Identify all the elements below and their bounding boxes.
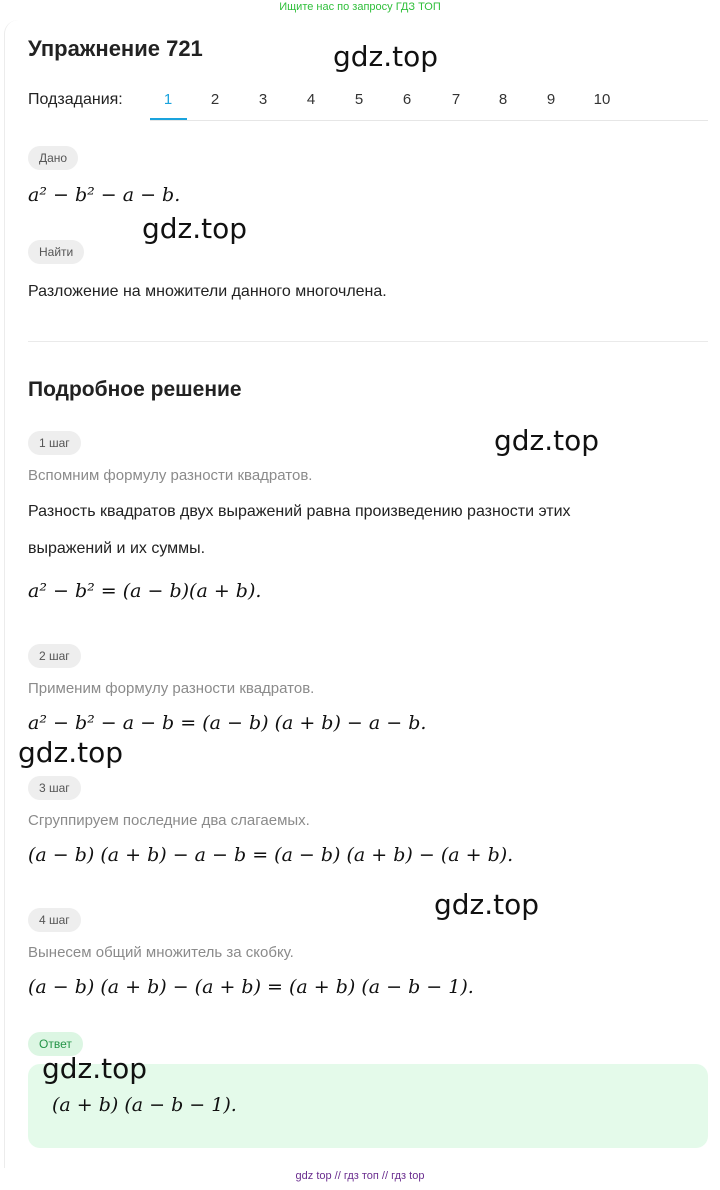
find-badge: Найти	[28, 240, 84, 264]
step-2-badge: 2 шаг	[28, 644, 81, 668]
active-tab-indicator	[150, 118, 187, 120]
watermark: gdz.top	[494, 424, 600, 457]
subtasks-label: Подзадания:	[28, 91, 123, 108]
step-1-text-line-1: Разность квадратов двух выражений равна произведению разности этих	[28, 503, 571, 520]
watermark: gdz.top	[42, 1052, 148, 1085]
given-expression: a² − b² − a − b.	[28, 184, 181, 206]
watermark: gdz.top	[142, 212, 248, 245]
page-title: Упражнение 721	[28, 36, 203, 61]
solution-heading: Подробное решение	[28, 378, 242, 401]
tab-subtask-6[interactable]: 6	[402, 91, 412, 108]
step-4-badge: 4 шаг	[28, 908, 81, 932]
answer-expression: (a + b) (a − b − 1).	[52, 1094, 237, 1116]
section-divider	[28, 341, 708, 342]
watermark: gdz.top	[333, 40, 439, 73]
step-2-expression: a² − b² − a − b = (a − b) (a + b) − a − b.	[28, 712, 427, 734]
tab-subtask-7[interactable]: 7	[451, 91, 461, 108]
step-1-text-line-2: выражений и их суммы.	[28, 540, 206, 557]
given-badge: Дано	[28, 146, 78, 170]
watermark: gdz.top	[434, 888, 540, 921]
tab-subtask-3[interactable]: 3	[258, 91, 268, 108]
step-2-hint: Применим формулу разности квадратов.	[28, 680, 315, 697]
step-1-expression: a² − b² = (a − b)(a + b).	[28, 580, 262, 602]
tab-subtask-5[interactable]: 5	[354, 91, 364, 108]
tab-subtask-9[interactable]: 9	[546, 91, 556, 108]
step-4-expression: (a − b) (a + b) − (a + b) = (a + b) (a − b − 1).	[28, 976, 474, 998]
footer-links[interactable]: gdz top // гдз топ // гдз top	[295, 1170, 425, 1182]
top-banner[interactable]: Ищите нас по запросу ГДЗ ТОП	[279, 1, 441, 13]
answer-badge: Ответ	[28, 1032, 83, 1056]
tab-subtask-4[interactable]: 4	[306, 91, 316, 108]
step-3-expression: (a − b) (a + b) − a − b = (a − b) (a + b) − (a + b).	[28, 844, 514, 866]
step-3-badge: 3 шаг	[28, 776, 81, 800]
find-text: Разложение на множители данного многочлена.	[28, 283, 387, 300]
step-1-hint: Вспомним формулу разности квадратов.	[28, 467, 313, 484]
tab-subtask-10[interactable]: 10	[593, 91, 611, 108]
watermark: gdz.top	[18, 736, 124, 769]
tab-subtask-1[interactable]: 1	[163, 91, 173, 108]
step-4-hint: Вынесем общий множитель за скобку.	[28, 944, 294, 961]
tab-subtask-2[interactable]: 2	[210, 91, 220, 108]
tabs-divider	[150, 120, 708, 121]
tab-subtask-8[interactable]: 8	[498, 91, 508, 108]
step-1-badge: 1 шаг	[28, 431, 81, 455]
step-3-hint: Сгруппируем последние два слагаемых.	[28, 812, 310, 829]
